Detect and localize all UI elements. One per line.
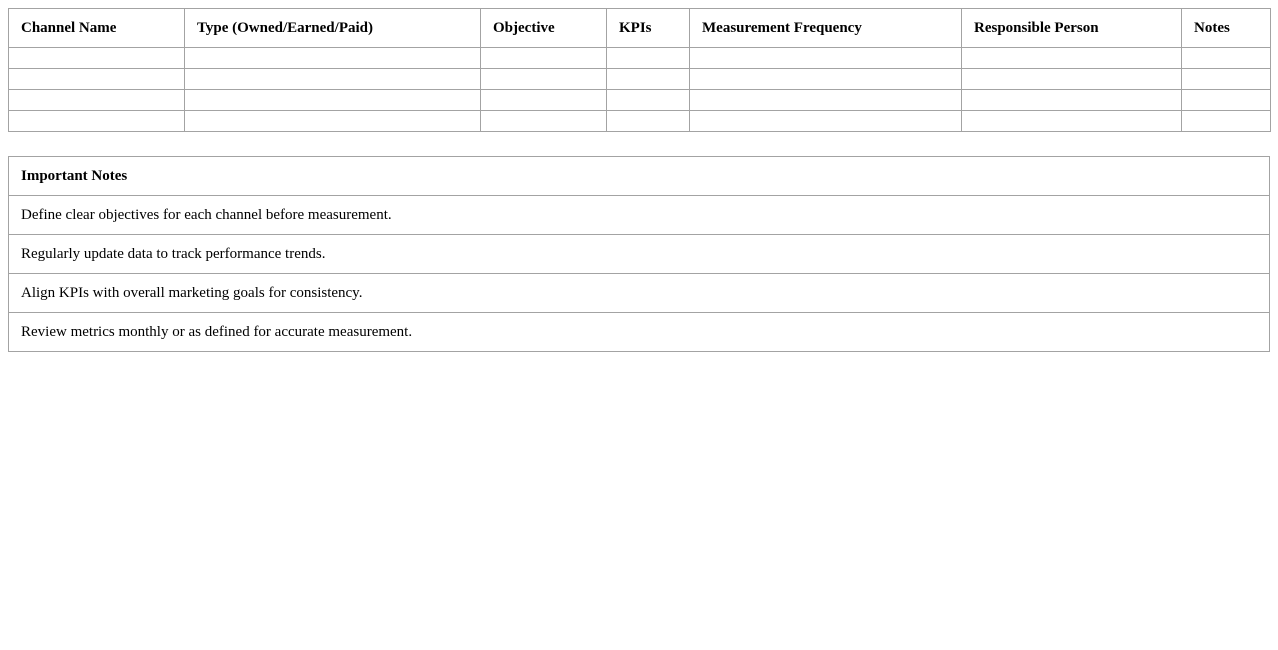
column-header-responsible-person: Responsible Person	[962, 9, 1182, 48]
table-cell[interactable]	[690, 111, 962, 132]
table-cell[interactable]	[185, 90, 481, 111]
notes-title: Important Notes	[9, 157, 1270, 196]
table-cell[interactable]	[962, 90, 1182, 111]
table-header-row	[9, 9, 1271, 48]
table-cell[interactable]	[9, 69, 185, 90]
channel-tracker-table	[8, 8, 1271, 132]
table-cell[interactable]	[607, 69, 690, 90]
table-cell[interactable]	[607, 90, 690, 111]
table-cell[interactable]	[185, 48, 481, 69]
note-text: Regularly update data to track performance trends.	[9, 235, 1270, 274]
table-cell[interactable]	[607, 111, 690, 132]
note-text: Align KPIs with overall marketing goals for consistency.	[9, 274, 1270, 313]
table-cell[interactable]	[185, 69, 481, 90]
list-item	[9, 196, 1270, 235]
table-cell[interactable]	[9, 111, 185, 132]
column-header-objective: Objective	[481, 9, 607, 48]
column-header-channel-name: Channel Name	[9, 9, 185, 48]
column-header-measurement-frequency: Measurement Frequency	[690, 9, 962, 48]
table-cell[interactable]	[1182, 90, 1271, 111]
table-row	[9, 48, 1271, 69]
table-cell[interactable]	[9, 90, 185, 111]
table-cell[interactable]	[481, 111, 607, 132]
table-cell[interactable]	[481, 48, 607, 69]
list-item	[9, 313, 1270, 352]
table-cell[interactable]	[690, 48, 962, 69]
important-notes-table	[8, 156, 1270, 352]
table-cell[interactable]	[481, 90, 607, 111]
table-row	[9, 69, 1271, 90]
column-header-kpis: KPIs	[607, 9, 690, 48]
table-cell[interactable]	[607, 48, 690, 69]
table-cell[interactable]	[690, 69, 962, 90]
notes-header-row	[9, 157, 1270, 196]
table-row	[9, 90, 1271, 111]
table-cell[interactable]	[481, 69, 607, 90]
list-item	[9, 235, 1270, 274]
column-header-notes: Notes	[1182, 9, 1271, 48]
table-cell[interactable]	[962, 48, 1182, 69]
table-cell[interactable]	[962, 69, 1182, 90]
column-header-type: Type (Owned/Earned/Paid)	[185, 9, 481, 48]
list-item	[9, 274, 1270, 313]
table-cell[interactable]	[1182, 48, 1271, 69]
table-row	[9, 111, 1271, 132]
note-text: Review metrics monthly or as defined for accurate measurement.	[9, 313, 1270, 352]
table-cell[interactable]	[1182, 69, 1271, 90]
page-content	[8, 8, 1270, 352]
table-cell[interactable]	[185, 111, 481, 132]
table-cell[interactable]	[690, 90, 962, 111]
table-cell[interactable]	[9, 48, 185, 69]
note-text: Define clear objectives for each channel before measurement.	[9, 196, 1270, 235]
table-cell[interactable]	[962, 111, 1182, 132]
table-cell[interactable]	[1182, 111, 1271, 132]
